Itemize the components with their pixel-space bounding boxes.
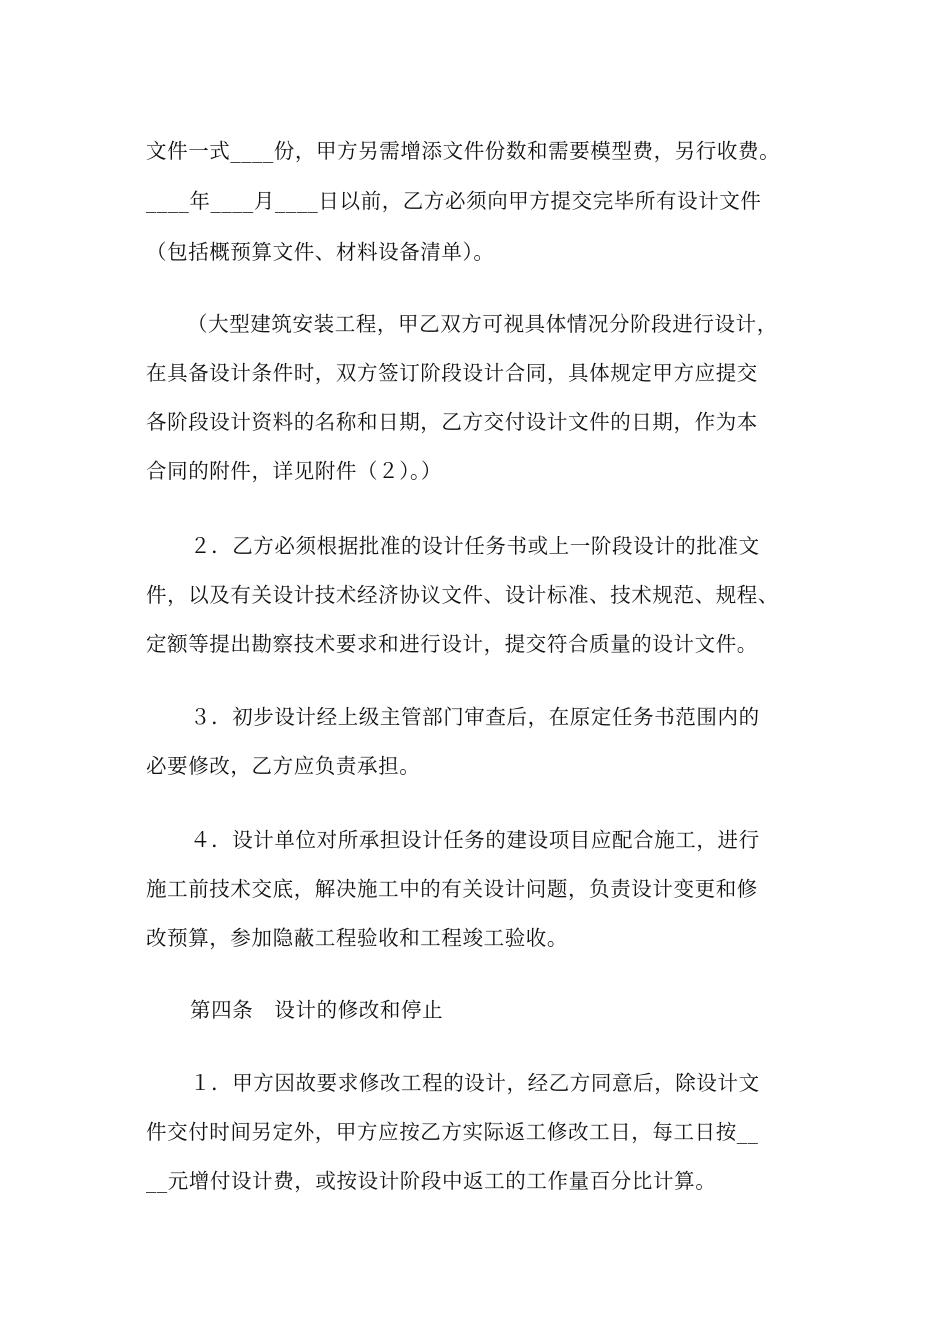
- text-line: ２．乙方必须根据批准的设计任务书或上一阶段设计的批准文: [190, 534, 760, 558]
- text-line: ３．初步设计经上级主管部门审查后，在原定任务书范围内的: [190, 705, 760, 729]
- text-line: __元增付设计费，或按设计阶段中返工的工作量百分比计算。: [146, 1169, 717, 1193]
- text-line: （大型建筑安装工程，甲乙双方可视具体情况分阶段进行设计，: [187, 312, 778, 336]
- text-line: ４．设计单位对所承担设计任务的建设项目应配合施工，进行: [190, 828, 760, 852]
- text-line: ____年____月____日以前，乙方必须向甲方提交完毕所有设计文件: [146, 189, 762, 213]
- text-line: 必要修改，乙方应负责承担。: [146, 754, 421, 778]
- text-line: 施工前技术交底，解决施工中的有关设计问题，负责设计变更和修: [146, 877, 758, 901]
- text-line: 件交付时间另定外，甲方应按乙方实际返工修改工日，每工日按__: [146, 1120, 759, 1144]
- text-line: 文件一式____份，甲方另需增添文件份数和需要模型费，另行收费。: [146, 139, 781, 163]
- text-line: １．甲方因故要求修改工程的设计，经乙方同意后，除设计文: [190, 1071, 760, 1095]
- text-line: 各阶段设计资料的名称和日期，乙方交付设计文件的日期，作为本: [146, 410, 758, 434]
- section-heading: 第四条 设计的修改和停止: [190, 998, 444, 1022]
- text-line: 合同的附件，详见附件（２）。）: [146, 459, 442, 483]
- text-line: 定额等提出勘察技术要求和进行设计，提交符合质量的设计文件。: [146, 632, 758, 656]
- text-line: 件，以及有关设计技术经济协议文件、设计标准、技术规范、规程、: [146, 583, 779, 607]
- text-line: 在具备设计条件时，双方签订阶段设计合同，具体规定甲方应提交: [146, 361, 758, 385]
- text-line: 改预算，参加隐蔽工程验收和工程竣工验收。: [146, 926, 568, 950]
- text-line: （包括概预算文件、材料设备清单）。: [146, 240, 495, 264]
